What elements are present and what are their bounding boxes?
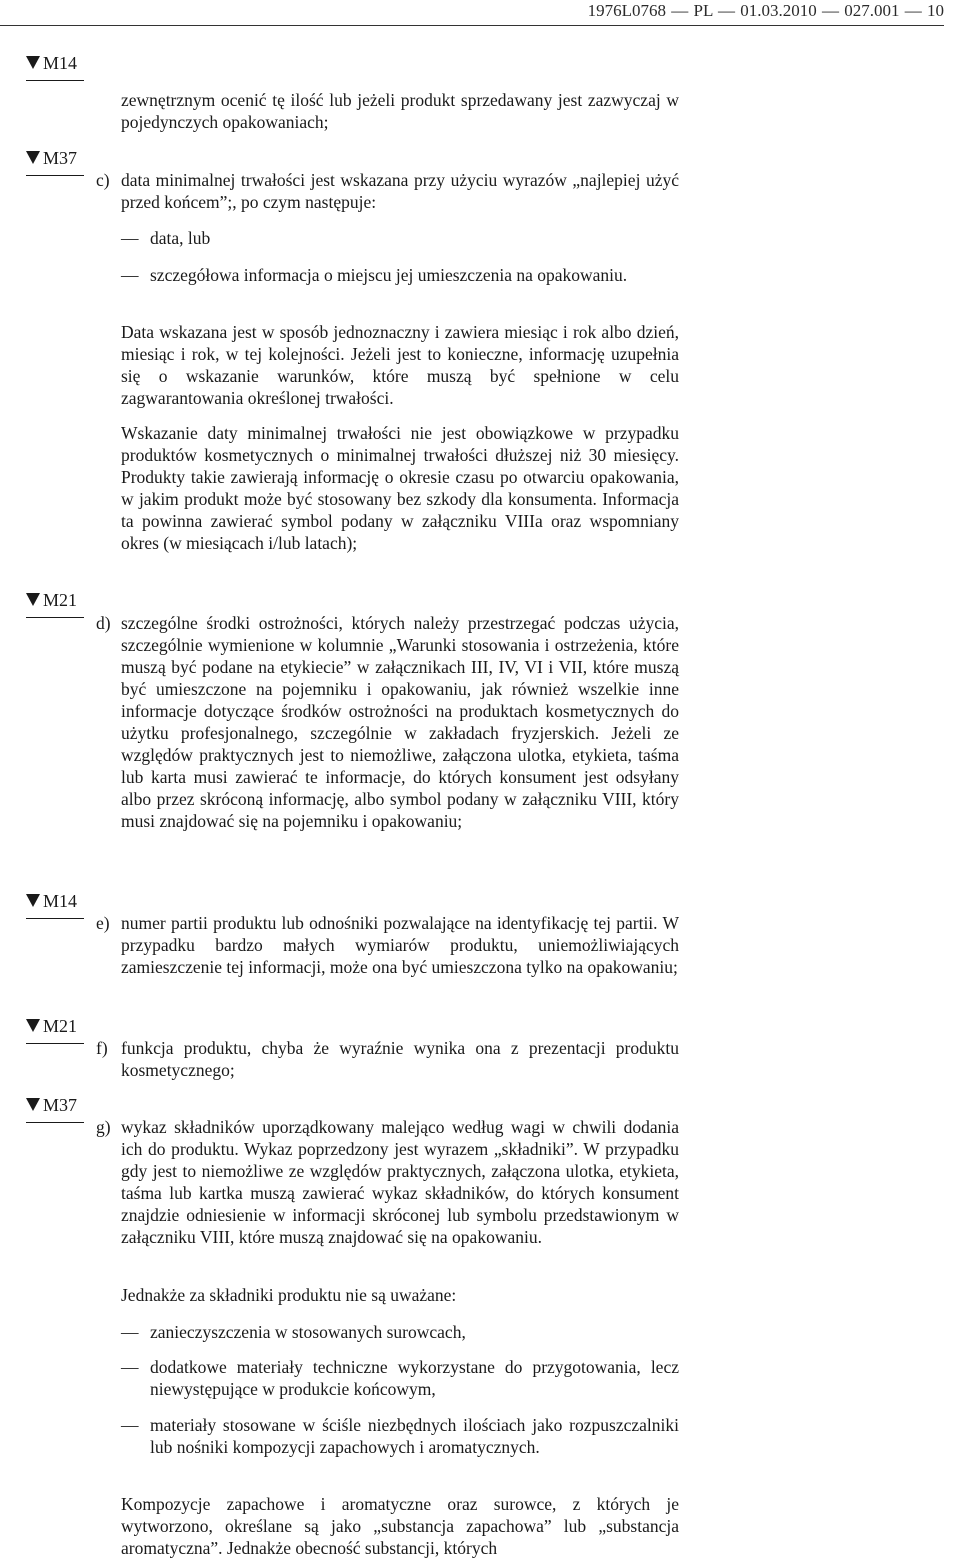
item-c-dash-2: szczegółowa informacja o miejscu jej umieszczenia na opakowaniu. <box>150 265 628 285</box>
item-g-dash-1: zanieczyszczenia w stosowanych surowcach, <box>150 1322 466 1342</box>
marker-rule <box>26 80 84 81</box>
amendment-marker-m37: M37 <box>26 1094 77 1116</box>
dash-marker: — <box>121 1415 139 1435</box>
triangle-down-icon <box>26 1019 40 1032</box>
item-label-g: g) <box>96 1117 111 1137</box>
item-label-f: f) <box>96 1038 108 1058</box>
marker-rule <box>26 918 84 919</box>
marker-rule <box>26 1122 84 1123</box>
item-label-d: d) <box>96 613 111 633</box>
item-c-text: data minimalnej trwałości jest wskazana przy użyciu wyrazów „najlepiej użyć przed końcem”;, po czym następuje: <box>121 170 679 212</box>
item-c-dash-1: data, lub <box>150 228 211 248</box>
paragraph-continuation: zewnętrznym ocenić tę ilość lub jeżeli produkt sprzedawany jest zazwyczaj w pojedynczych opakowaniach; <box>121 90 679 132</box>
marker-rule <box>26 175 84 176</box>
amendment-marker-m37: M37 <box>26 147 77 169</box>
header-rule <box>0 25 944 26</box>
dash-marker: — <box>121 228 139 248</box>
document-reference: 1976L0768 — PL — 01.03.2010 — 027.001 — 10 <box>587 1 944 20</box>
triangle-down-icon <box>26 894 40 907</box>
item-e-text: numer partii produktu lub odnośniki pozwalające na identyfikację tej partii. W przypadku bardzo małych wymiarów produktu, uniemożliwiających zamieszczenie tej informacji, może ona być umieszczona tylko na opakowaniu; <box>121 913 679 977</box>
marker-rule <box>26 617 84 618</box>
item-d-text: szczególne środki ostrożności, których należy przestrzegać podczas użycia, szczególnie wymienione w kolumnie „Warunki stosowania i ostrzeżenia, które muszą być podane na etykiecie” w załącznikach III, IV, VI i VII, które muszą być umieszczone na pojemniku i opakowaniu, jak również wszelkie inne informacje dotyczące środków ostrożności na produktach kosmetycznych do użytku profesjonalnego, szczególnie w zakładach fryzjerskich. Jeżeli ze względów praktycznych jest to niemożliwe, załączona ulotka, etykieta, taśma lub karta musi zawierać te informacje, do których konsument jest odsyłany albo przez skróconą informację, albo symbol podany w załączniku VIII, który musi znajdować się na pojemniku i opakowaniu; <box>121 613 679 831</box>
item-g-text: wykaz składników uporządkowany malejąco według wagi w chwili dodania ich do produktu. Wykaz poprzedzony jest wyrazem „składniki”. W przypadku gdy jest to niemożliwe ze względów praktycznych, załączona ulotka, etykieta, taśma lub kartka muszą zawierać wykaz składników, do których konsument znajdzie odniesienie w informacji skróconej lub symbolu przedstawionym w załączniku VIII, które muszą znajdować się na opakowaniu. <box>121 1117 679 1247</box>
amendment-marker-m14: M14 <box>26 890 77 912</box>
marker-rule <box>26 1043 84 1044</box>
item-f-text: funkcja produktu, chyba że wyraźnie wynika ona z prezentacji produktu kosmetycznego; <box>121 1038 679 1080</box>
amendment-marker-m21: M21 <box>26 589 77 611</box>
triangle-down-icon <box>26 56 40 69</box>
item-c-paragraph-2: Wskazanie daty minimalnej trwałości nie jest obowiązkowe w przypadku produktów kosmetycznych o minimalnej trwałości dłuższej niż 30 miesięcy. Produkty takie zawierają informację o okresie czasu po otwarciu opakowania, w jakim produkt może być stosowany bez szkody dla konsumenta. Informacja ta powinna zawierać symbol podany w załączniku VIIIa oraz wspomniany okres (w miesiącach i/lub latach); <box>121 423 679 553</box>
item-g-dash-3: materiały stosowane w ściśle niezbędnych ilościach jako rozpuszczalniki lub nośniki kompozycji zapachowych i aromatycznych. <box>150 1415 679 1457</box>
amendment-marker-m21: M21 <box>26 1015 77 1037</box>
document-header <box>0 0 944 22</box>
dash-marker: — <box>121 1357 139 1377</box>
dash-marker: — <box>121 1322 139 1342</box>
triangle-down-icon <box>26 151 40 164</box>
triangle-down-icon <box>26 593 40 606</box>
item-g-dash-2: dodatkowe materiały techniczne wykorzystane do przygotowania, lecz niewystępujące w produkcie końcowym, <box>150 1357 679 1399</box>
item-g-paragraph-2: Kompozycje zapachowe i aromatyczne oraz surowce, z których je wytworzono, określane są jako „substancja zapachowa” lub „substancja aromatyczna”. Jednakże obecność substancji, których <box>121 1494 679 1558</box>
triangle-down-icon <box>26 1098 40 1111</box>
amendment-marker-m14: M14 <box>26 52 77 74</box>
item-label-e: e) <box>96 913 110 933</box>
dash-marker: — <box>121 265 139 285</box>
item-c-paragraph-1: Data wskazana jest w sposób jednoznaczny i zawiera miesiąc i rok albo dzień, miesiąc i rok, w tej kolejności. Jeżeli jest to konieczne, informację uzupełnia się o wskazanie warunków, które muszą być spełnione w celu zagwarantowania określonej trwałości. <box>121 322 679 408</box>
item-g-paragraph-1: Jednakże za składniki produktu nie są uważane: <box>121 1285 457 1305</box>
item-label-c: c) <box>96 170 110 190</box>
